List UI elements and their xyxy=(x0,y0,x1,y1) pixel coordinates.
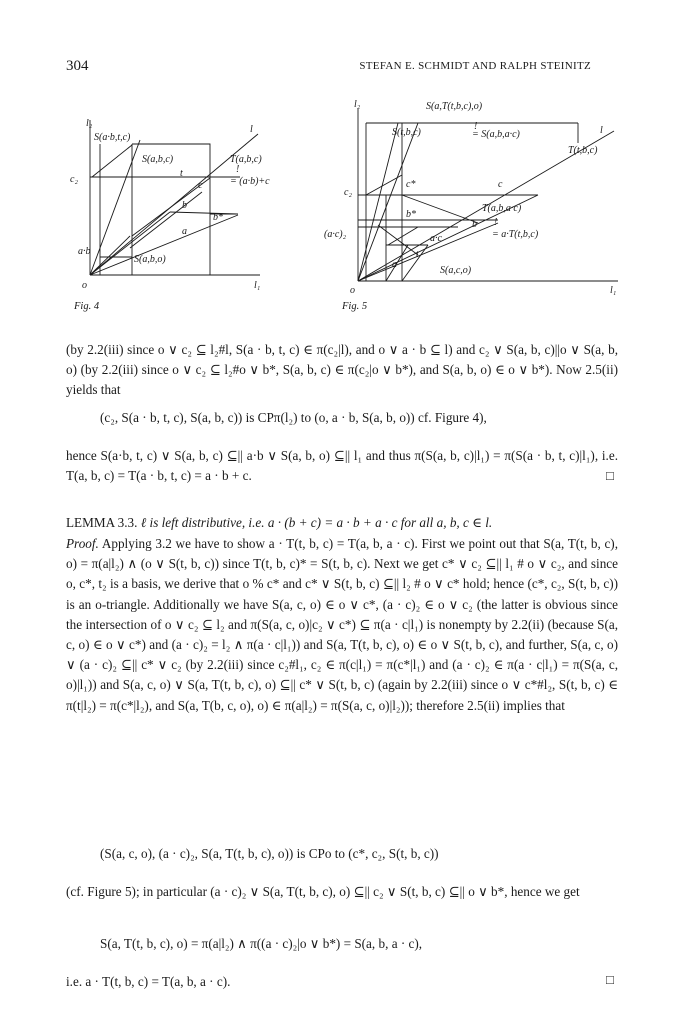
fig4-label-l2: l₂ xyxy=(86,118,93,129)
lemma-label: LEMMA 3.3. xyxy=(66,515,138,530)
fig5-label-T-abac: T(a,b,a·c) xyxy=(482,203,522,214)
fig5-label-ac2: (a·c)₂ xyxy=(324,229,347,240)
display-eq-3: S(a, T(t, b, c), o) = π(a|l₂) ∧ π((a · c)₂|o ∨ b*) = S(a, b, a · c), xyxy=(100,936,423,951)
figure-4-caption: Fig. 4 xyxy=(74,301,100,312)
lemma-body: ℓ is left distributive, i.e. a · (b + c) = a · b + a · c for all a, b, c ∈ l. xyxy=(140,515,493,530)
fig5-label-ac: a·c xyxy=(430,233,442,244)
fig5-label-eq-S: = S(a,b,a·c) xyxy=(472,129,520,140)
fig5-label-b: b xyxy=(472,219,477,230)
fig4-label-a: a xyxy=(182,226,187,237)
fig4-label-t: t xyxy=(180,168,183,179)
paragraph-2: hence S(a·b, t, c) ∨ S(a, b, c) ⊆|| a·b ∨ S(a, b, o) ⊆|| l₁ and thus π(S(a, b, c)|l₁) = π(S(a · b, t, c)|l₁), i.e. T(a, b, c) = T(a · b, t, c) = a · b + c. xyxy=(66,448,618,484)
fig5-label-l1: l₁ xyxy=(610,285,617,296)
fig4-label-T-abc: T(a,b,c) xyxy=(230,154,262,165)
fig4-label-o: o xyxy=(82,280,87,291)
fig4-label-l: l xyxy=(250,124,253,135)
figure-5 xyxy=(318,95,618,295)
proof-body: Applying 3.2 we have to show a · T(t, b, c) = T(a, b, a · c). First we point out that S(a, T(t, b, c), o) = π(a|l₂) ∧ (o ∨ S(t, b, c)) since T(t, b, c)* = S(t, b, c). Next we get c* ∨ c₂ ⊆|| l₁ # o ∨ c₂, and since o, c*, t₂ is a basis, we derive that o % c* and c* ∨ S(t, b, c) ⊆|| l₂ # o ∨ c* hold; hence (c*, c₂, S(t, b, c)) is an o-triangle. Additionally we have S(a, c, o) ∈ o ∨ c*, (a · c)₂ ∈ o ∨ c₂ (the latter is obvious since the intersection of o ∨ c₂ ⊆ l₂ and π(S(a, c, o)|c₂ ∨ c*) ⊆ π(a · c|l₁) is nonempty by 2.2(ii) (because S(a, c, o) ∈ o ∨ c*) and (a · c)₂ = l₂ ∧ π(a · c|l₁)) and S(a, T(t, b, c), o) ∈ o ∨ S(t, b, c), and further, S(a, c, o) ∨ (a · c)₂ ⊆|| c* ∨ c₂ (by 2.2(iii) since c₂#l₁, c₂ ∈ π(c|l₁) = π(c*|l₁) and (a · c)₂ ∈ π(a · c|l₁) = π(S(a, c, o)|l₁)) and S(a, c, o) ∨ S(a, T(t, b, c), o) ⊆|| c* ∨ S(t, b, c) (again by 2.2(iii) since o ∨ c*#l₂, S(t, b, c) ∈ π(t|l₂) = π(c*|l₂), and S(a, T(b, c, o), o) ∈ π(a|l₂) = π(S(a, c, o)|l₂)); therefore 2.5(ii) implies that xyxy=(66,536,618,713)
fig5-label-S-tbc: S(t,b,c) xyxy=(392,127,421,138)
fig5-label-l: l xyxy=(600,125,603,136)
fig5-label-T-tbc: T(t,b,c) xyxy=(568,145,598,156)
page-number: 304 xyxy=(66,58,89,74)
fig5-label-c: c xyxy=(498,179,503,190)
fig4-label-S-abc: S(a,b,c) xyxy=(142,154,174,165)
fig4-label-bstar: b* xyxy=(213,212,223,223)
fig5-label-excl1: ! xyxy=(474,121,478,132)
qed-2: □ xyxy=(606,972,614,987)
fig5-label-t: t xyxy=(416,249,419,260)
figure-4 xyxy=(70,110,310,290)
fig5-label-cstar: c* xyxy=(406,179,416,190)
fig5-label-eq-aT: = a·T(t,b,c) xyxy=(492,229,539,240)
proof-paragraph xyxy=(66,534,618,716)
proof-label: Proof. xyxy=(66,536,99,551)
qed-1: □ xyxy=(606,468,614,483)
fig4-label-excl: ! xyxy=(236,164,240,175)
figure-5-caption: Fig. 5 xyxy=(342,301,368,312)
fig5-label-S-aTtbco: S(a,T(t,b,c),o) xyxy=(426,101,483,112)
fig4-label-ab: a·b xyxy=(78,246,91,257)
fig4-label-c: c xyxy=(198,180,203,191)
display-eq-1: (c₂, S(a · b, t, c), S(a, b, c)) is CPπ(l₂) to (o, a · b, S(a, b, o)) cf. Figure 4), xyxy=(100,410,487,425)
fig4-label-S-abo: S(a,b,o) xyxy=(134,254,166,265)
fig4-label-b: b xyxy=(182,200,187,211)
paragraph-1: (by 2.2(iii) since o ∨ c₂ ⊆ l₂#l, S(a · b, t, c) ∈ π(c₂|l), and o ∨ a · b ⊆ l) and c₂ ∨ S(a, b, c)||o ∨ S(a, b, o) (by 2.2(iii) since o ∨ c₂ ⊆ l₂#o ∨ b*, S(a, b, c) ∈ π(c₂|o ∨ b*), and S(a, b, o) ∈ o ∨ b*). Now 2.5(ii) yields that xyxy=(66,342,618,398)
fig4-label-c2: c₂ xyxy=(70,174,78,185)
paragraph-3: (cf. Figure 5); in particular (a · c)₂ ∨ S(a, T(t, b, c), o) ⊆|| c₂ ∨ S(t, b, c) ⊆|| o ∨ b*, hence we get xyxy=(66,884,580,899)
running-header: STEFAN E. SCHMIDT AND RALPH STEINITZ xyxy=(359,60,591,72)
fig5-label-S-aco: S(a,c,o) xyxy=(440,265,472,276)
fig5-label-c2: c₂ xyxy=(344,187,352,198)
fig4-label-S-abtc: S(a·b,t,c) xyxy=(94,132,131,143)
fig4-label-l1: l₁ xyxy=(254,280,261,291)
fig5-label-a: a xyxy=(392,259,397,270)
lemma-3-3 xyxy=(66,513,618,533)
fig5-label-l2: l₂ xyxy=(354,99,361,110)
fig4-label-eq: = (a·b)+c xyxy=(230,176,270,187)
fig5-label-o: o xyxy=(350,285,355,296)
display-eq-2: (S(a, c, o), (a · c)₂, S(a, T(t, b, c), o)) is CPo to (c*, c₂, S(t, b, c)) xyxy=(100,846,439,861)
fig5-label-excl2: ! xyxy=(494,217,498,228)
paragraph-4: i.e. a · T(t, b, c) = T(a, b, a · c). xyxy=(66,974,231,989)
fig5-label-bstar: b* xyxy=(406,209,416,220)
